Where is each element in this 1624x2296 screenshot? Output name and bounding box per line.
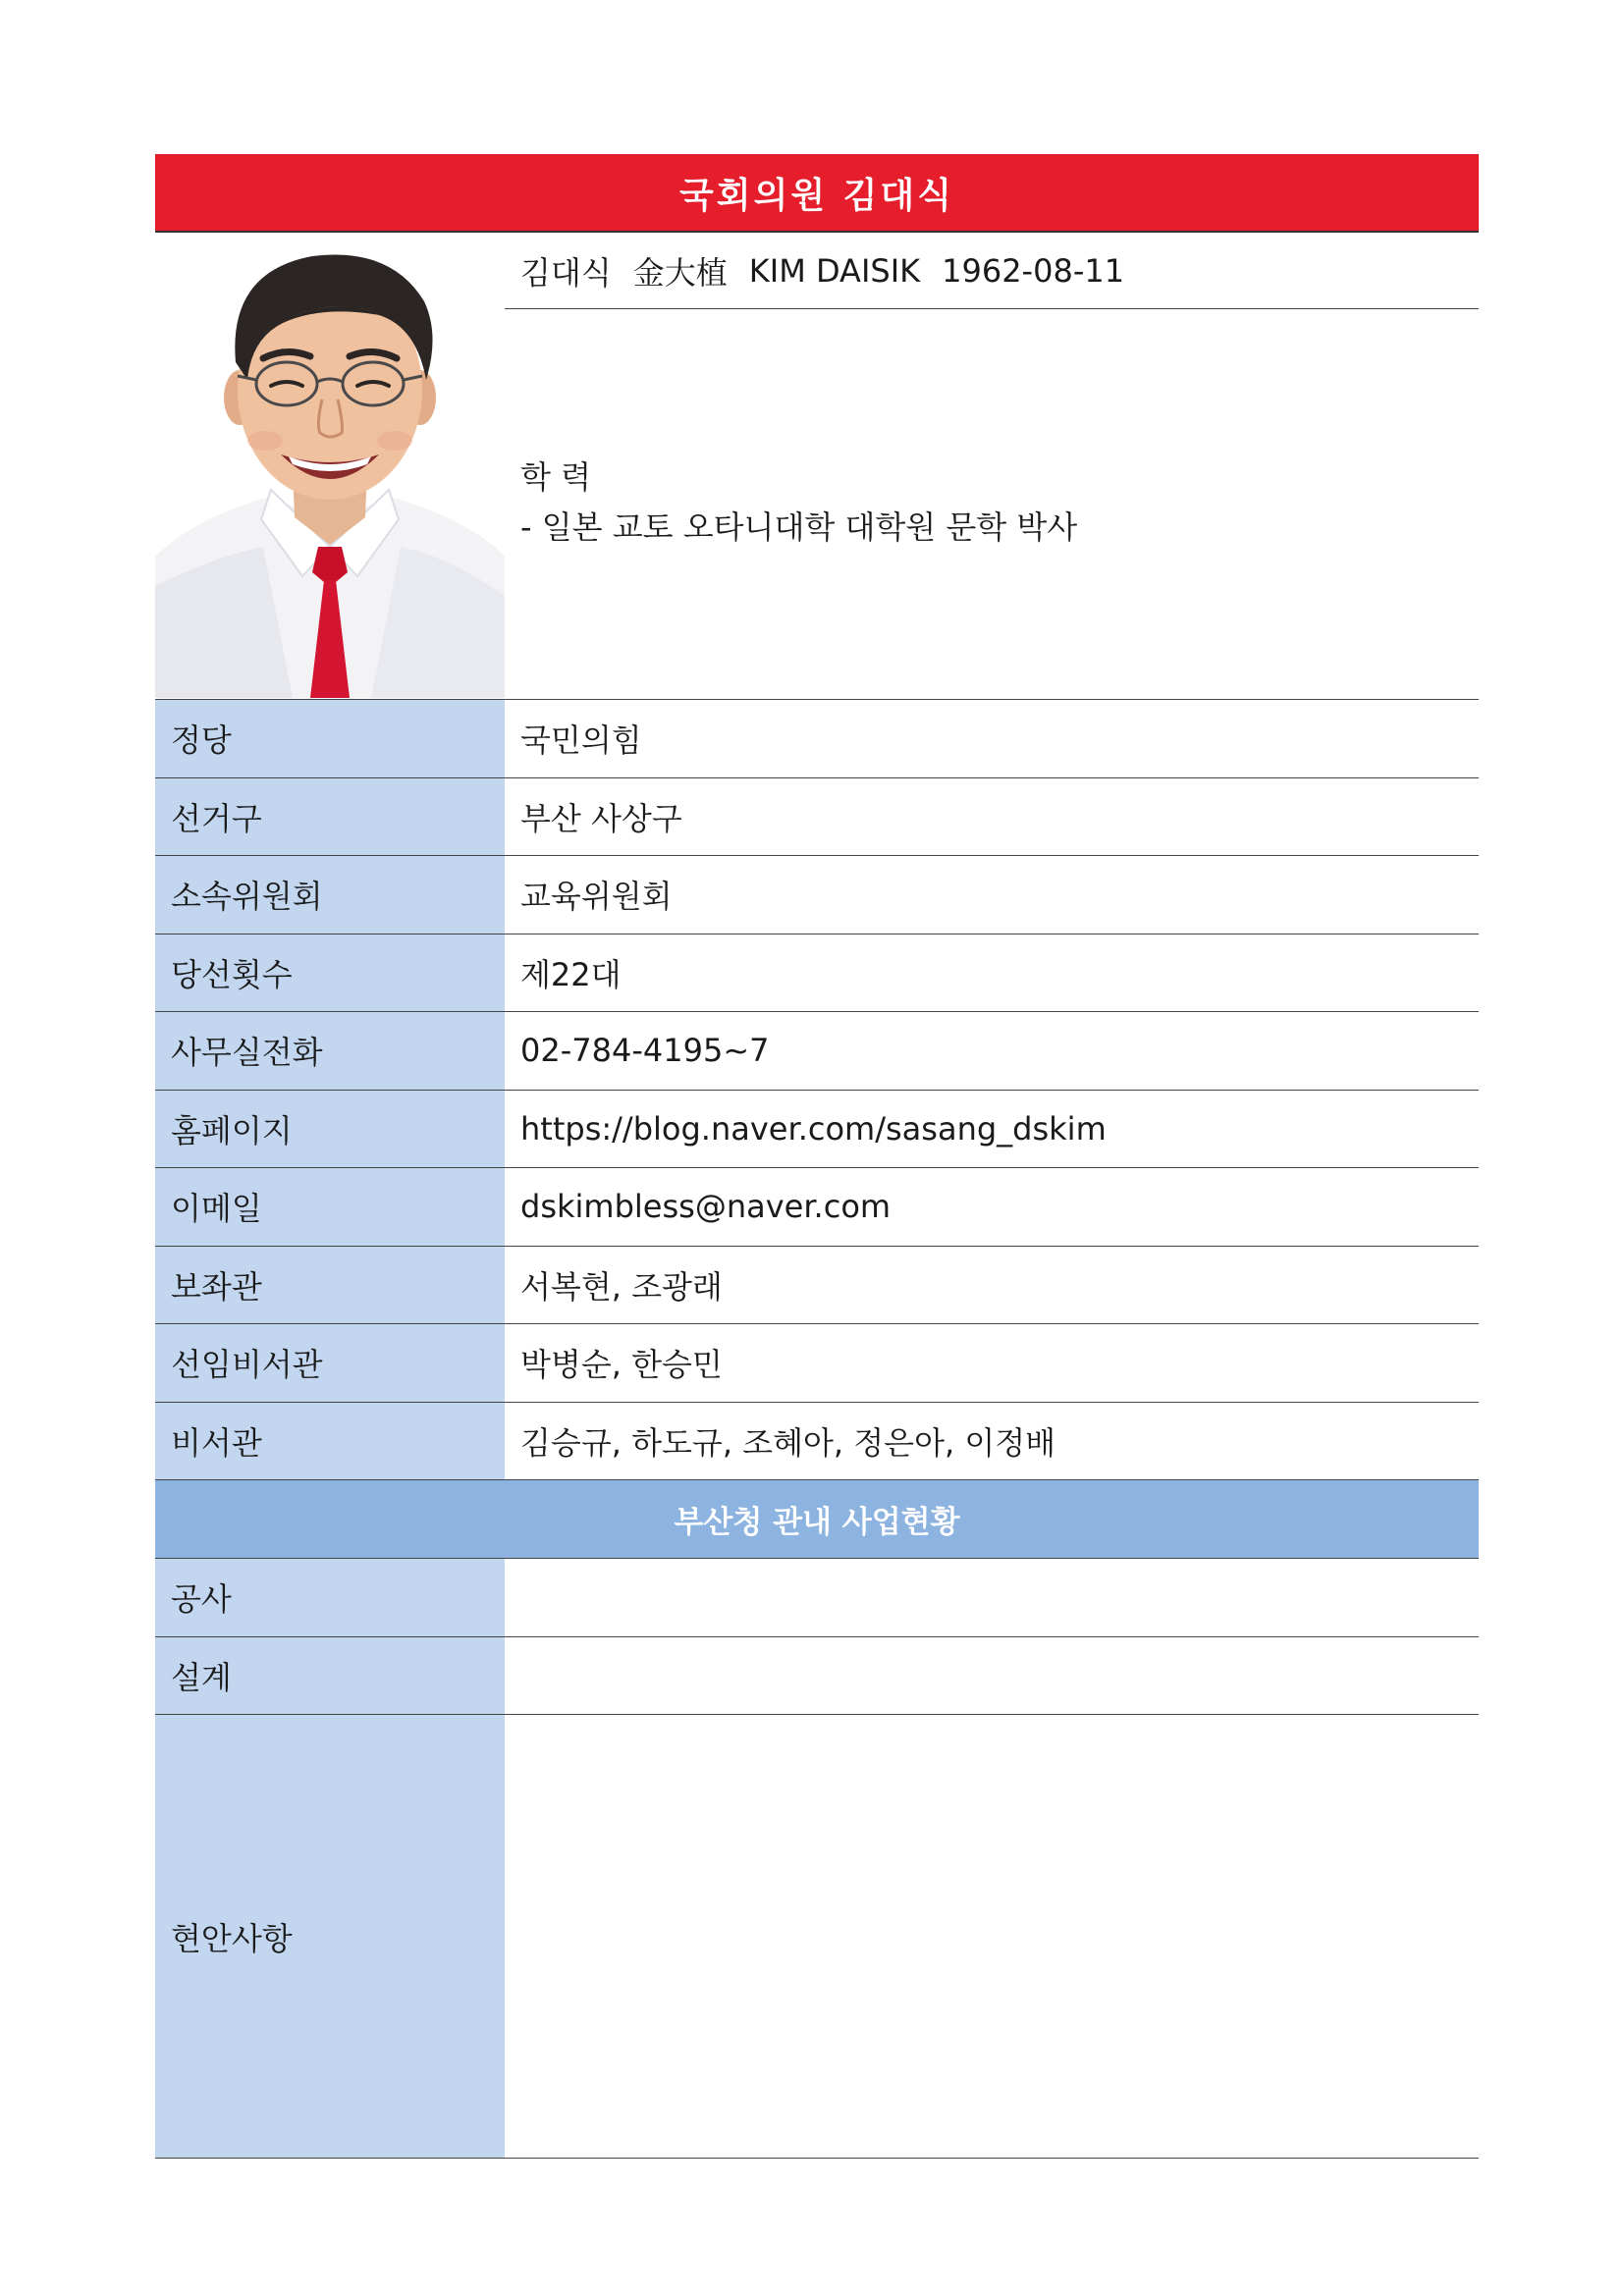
name-english: KIM DAISIK bbox=[748, 251, 921, 290]
detail-label: 당선횟수 bbox=[155, 934, 505, 1012]
business-label: 설계 bbox=[155, 1637, 505, 1715]
business-label: 현안사항 bbox=[155, 1715, 505, 2158]
detail-label: 정당 bbox=[155, 700, 505, 777]
detail-row-terms bbox=[155, 934, 1479, 1013]
detail-value: 제22대 bbox=[520, 955, 622, 993]
detail-row-aides bbox=[155, 1247, 1479, 1325]
email-link[interactable]: dskimbless@naver.com bbox=[520, 1188, 892, 1226]
education-item: - 일본 교토 오타니대학 대학원 문학 박사 bbox=[520, 508, 1078, 546]
detail-label: 홈페이지 bbox=[155, 1091, 505, 1168]
detail-value: 김승규, 하도규, 조혜아, 정은아, 이정배 bbox=[520, 1423, 1056, 1462]
detail-value: 서복현, 조광래 bbox=[520, 1267, 723, 1306]
detail-label: 이메일 bbox=[155, 1168, 505, 1246]
detail-label: 비서관 bbox=[155, 1403, 505, 1480]
detail-label: 사무실전화 bbox=[155, 1012, 505, 1090]
business-value bbox=[505, 1637, 1479, 1715]
detail-value: 02-784-4195~7 bbox=[520, 1032, 770, 1070]
business-value bbox=[505, 1715, 1479, 2158]
detail-row-homepage bbox=[155, 1091, 1479, 1169]
business-section-title: 부산청 관내 사업현황 bbox=[155, 1480, 1479, 1559]
detail-row-senior-secretaries bbox=[155, 1324, 1479, 1403]
detail-row-secretaries bbox=[155, 1403, 1479, 1481]
name-korean: 김대식 bbox=[520, 253, 612, 292]
detail-row-office-phone bbox=[155, 1012, 1479, 1091]
member-photo bbox=[155, 233, 505, 699]
detail-row-email bbox=[155, 1168, 1479, 1247]
detail-value: 박병순, 한승민 bbox=[520, 1346, 723, 1384]
homepage-link[interactable]: https://blog.naver.com/sasang_dskim bbox=[520, 1109, 1107, 1148]
name-hanja: 金大植 bbox=[632, 253, 728, 292]
page-title: 국회의원 김대식 bbox=[155, 154, 1479, 233]
business-row-design bbox=[155, 1637, 1479, 1716]
education-block bbox=[520, 453, 1077, 553]
detail-value: 국민의힘 bbox=[520, 721, 642, 760]
detail-label: 소속위원회 bbox=[155, 856, 505, 934]
detail-value: 부산 사상구 bbox=[520, 799, 682, 837]
detail-label: 선임비서관 bbox=[155, 1324, 505, 1402]
profile-section bbox=[155, 233, 1479, 700]
business-row-construction bbox=[155, 1559, 1479, 1637]
detail-row-committee bbox=[155, 856, 1479, 934]
detail-value: 교육위원회 bbox=[520, 878, 673, 916]
business-value bbox=[505, 1559, 1479, 1636]
business-label: 공사 bbox=[155, 1559, 505, 1636]
name-line bbox=[505, 233, 1479, 309]
profile-info bbox=[505, 233, 1479, 699]
member-profile-sheet bbox=[155, 154, 1479, 2159]
birth-date: 1962-08-11 bbox=[942, 251, 1125, 290]
detail-row-party bbox=[155, 700, 1479, 778]
business-row-issues bbox=[155, 1715, 1479, 2159]
detail-row-constituency bbox=[155, 778, 1479, 857]
education-heading: 학 력 bbox=[520, 458, 591, 496]
detail-label: 선거구 bbox=[155, 778, 505, 856]
detail-label: 보좌관 bbox=[155, 1247, 505, 1324]
